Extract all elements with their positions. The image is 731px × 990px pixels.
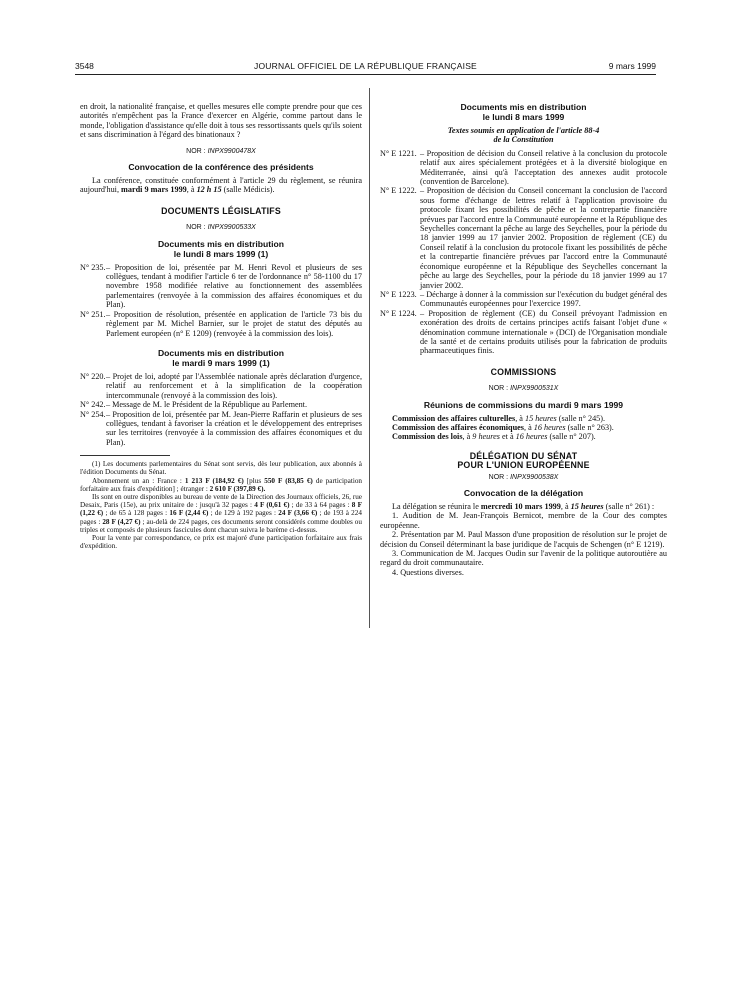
agenda-item: 1. Audition de M. Jean-François Bernicot, membre de la Cour des comptes européenne. [380, 511, 667, 530]
agenda-item: 2. Présentation par M. Paul Masson d'une proposition de résolution sur le projet de décision du Conseil déterminant la base juridique de l'acquis de Schengen (n° E 1219). [380, 530, 667, 549]
footnote: (1) Les documents parlementaires du Sénat sont servis, dès leur publication, aux abonnés à l'édition Documents du Sénat. [80, 460, 362, 477]
commission-line: Commission des lois, à 9 heures et à 16 heures (salle n° 207). [392, 432, 596, 442]
commission-line: Commission des affaires culturelles, à 15 heures (salle n° 245). [392, 413, 606, 423]
column-divider [369, 88, 370, 628]
nor-reference: NOR : INPX9900538X [488, 473, 559, 481]
right-column [380, 102, 667, 577]
page-number: 3548 [75, 61, 94, 71]
left-column [80, 102, 362, 550]
section-title-delegation: DÉLÉGATION DU SÉNAT POUR L'UNION EUROPÉENNE [457, 450, 590, 471]
list-item: N° E 1224. – Proposition de règlement (CE) du Conseil prévoyant l'admission en exonération des droits de certains principes actifs faisant l'objet d'une « dénomination commune internationale » (DCI) de l'Organisation mondiale de la santé et de certains produits utilisés pour la fabrication de produits pharmaceutiques finis. [380, 308, 667, 356]
distribution-title-1: Documents mis en distribution le lundi 8 mars 1999 (1) [157, 238, 285, 259]
list-item: N° 251.– Proposition de résolution, présentée en application de l'article 73 bis du règlement par M. Michel Barnier, sur le projet de statut des députés au Parlement européen (n° E 1209) (renvoyée à la commission des lois). [80, 309, 362, 338]
convocation-paragraph: La conférence, constituée conformément à l'article 29 du règlement, se réunira aujourd'hui, mardi 9 mars 1999, à 12 h 15 (salle Médicis). [80, 176, 362, 195]
footnote: Abonnement un an : France : 1 213 F (184,92 €) [plus 550 F (83,85 €) de participation forfaitaire aux frais d'expédition] ; étranger : 2 610 F (397,89 €). [80, 476, 363, 493]
section-title-documents-legislatifs: DOCUMENTS LÉGISLATIFS [161, 205, 281, 216]
reunions-title: Réunions de commissions du mardi 9 mars 1999 [423, 399, 624, 410]
agenda-item: 3. Communication de M. Jacques Oudin sur l'avenir de la politique autoroutière au regard du droit communautaire. [380, 549, 667, 568]
list-item: N° E 1222. – Proposition de décision du Conseil concernant la conclusion de l'accord sous forme d'échange de lettres relatif à l'application provisoire du protocole fixant les possibilités de pêche et la contrepartie financière prévues par l'accord entre la Communauté européenne et la République des Seychelles concernant la pêche au large des Seychelles, pour la période du 18 janvier 1999 au 17 janvier 2002. Proposition de règlement (CE) du Conseil relatif à la conclusion du protocole fixant les possibilités de pêche et la contrepartie financière prévues par l'accord entre la Communauté économique européenne et la République des Seychelles concernant la pêche au large des Seychelles, pour la période du 18 janvier 1999 au 17 janvier 2002. [380, 186, 667, 290]
distribution-title-3: Documents mis en distribution le lundi 8 mars 1999 [460, 102, 587, 122]
delegation-intro: La délégation se réunira le mercredi 10 mars 1999, à 15 heures (salle n° 261) : [392, 502, 655, 511]
section-title-commissions: COMMISSIONS [490, 366, 557, 377]
commission-line: Commission des affaires économiques, à 16 heures (salle n° 263). [392, 422, 614, 432]
page-header [75, 61, 656, 73]
agenda-item: 4. Questions diverses. [392, 567, 464, 577]
convocation-delegation-title: Convocation de la délégation [463, 488, 584, 498]
footnote: Pour la vente par correspondance, ce prix est majoré d'une participation forfaitaire aux frais d'expédition. [80, 533, 362, 551]
textes-subtitle: Textes soumis en application de l'article 88-4 de la Constitution [447, 126, 600, 145]
header-rule [75, 74, 656, 75]
list-item: N° E 1221. – Proposition de décision du Conseil relative à la conclusion du protocole relatif aux aires spécialement protégées et à la diversité biologique en Méditerranée, ainsi qu'à l'acceptation des annexes audit protocole (convention de Barcelone). [380, 148, 667, 187]
intro-paragraph: en droit, la nationalité française, et quelles mesures elle compte prendre pour que ces autorités n'empêchent pas la France d'exercer en Algérie, comme partout dans le monde, l'obligation d'assistance qu'elle doit à tous ses ressortissants quels qu'ils soient et sans discrimination à l'égard des binationaux ? [80, 102, 362, 140]
list-item: N° 235.– Proposition de loi, présentée par M. Henri Revol et plusieurs de ses collègues, tendant à modifier l'article 6 ter de l'ordonnance n° 58-1100 du 17 novembre 1958 modifiée relative au fonctionnement des assemblées parlementaires (renvoyée à la commission des affaires économiques et du Plan). [80, 262, 362, 310]
section-title-convocation: Convocation de la conférence des présidents [128, 162, 314, 173]
distribution-title-2: Documents mis en distribution le mardi 9 mars 1999 (1) [157, 347, 285, 368]
footnote: Ils sont en outre disponibles au bureau de vente de la Direction des Journaux officiels, 26, rue Desaix, Paris (15e), au prix unitaire de : jusqu'à 32 pages : 4 F (0,61 €) ; de 33 à 64 pages : 8 F (1,22 €) ; de 65 à 128 pages : 16 F (2,44 €) ; de 129 à 192 pages : 24 F (3,66 €) ; de 193 à 224 pages : 28 F (4,27 €) ; au-delà de 224 pages, ces documents seront considérés comme doubles ou triples et composés de plusieurs fascicules dont chacun suivra le barème ci-dessus. [80, 492, 362, 534]
footnote-rule [80, 455, 170, 456]
issue-date: 9 mars 1999 [608, 61, 656, 71]
nor-reference: NOR : INPX9900533X [186, 224, 256, 232]
list-item: N° E 1223. – Décharge à donner à la commission sur l'exécution du budget général des Communautés européennes pour l'exercice 1997. [380, 289, 667, 309]
journal-title: JOURNAL OFFICIEL DE LA RÉPUBLIQUE FRANÇAISE [254, 61, 477, 71]
list-item: N° 220.– Projet de loi, adopté par l'Assemblée nationale après déclaration d'urgence, relatif au renforcement et à la simplification de la coopération intercommunale (renvoyé à la commission des lois). [80, 371, 362, 400]
nor-reference: NOR : INPX9900478X [186, 147, 256, 155]
list-item: N° 254.– Proposition de loi, présentée par M. Jean-Pierre Raffarin et plusieurs de ses collègues, tendant à favoriser la création et le développement des entreprises sur les territoires (renvoyée à la commission des affaires économiques et du Plan). [80, 409, 362, 447]
nor-reference: NOR : INPX9900531X [488, 385, 559, 393]
list-item: N° 242.– Message de M. le Président de la République au Parlement. [80, 400, 307, 410]
